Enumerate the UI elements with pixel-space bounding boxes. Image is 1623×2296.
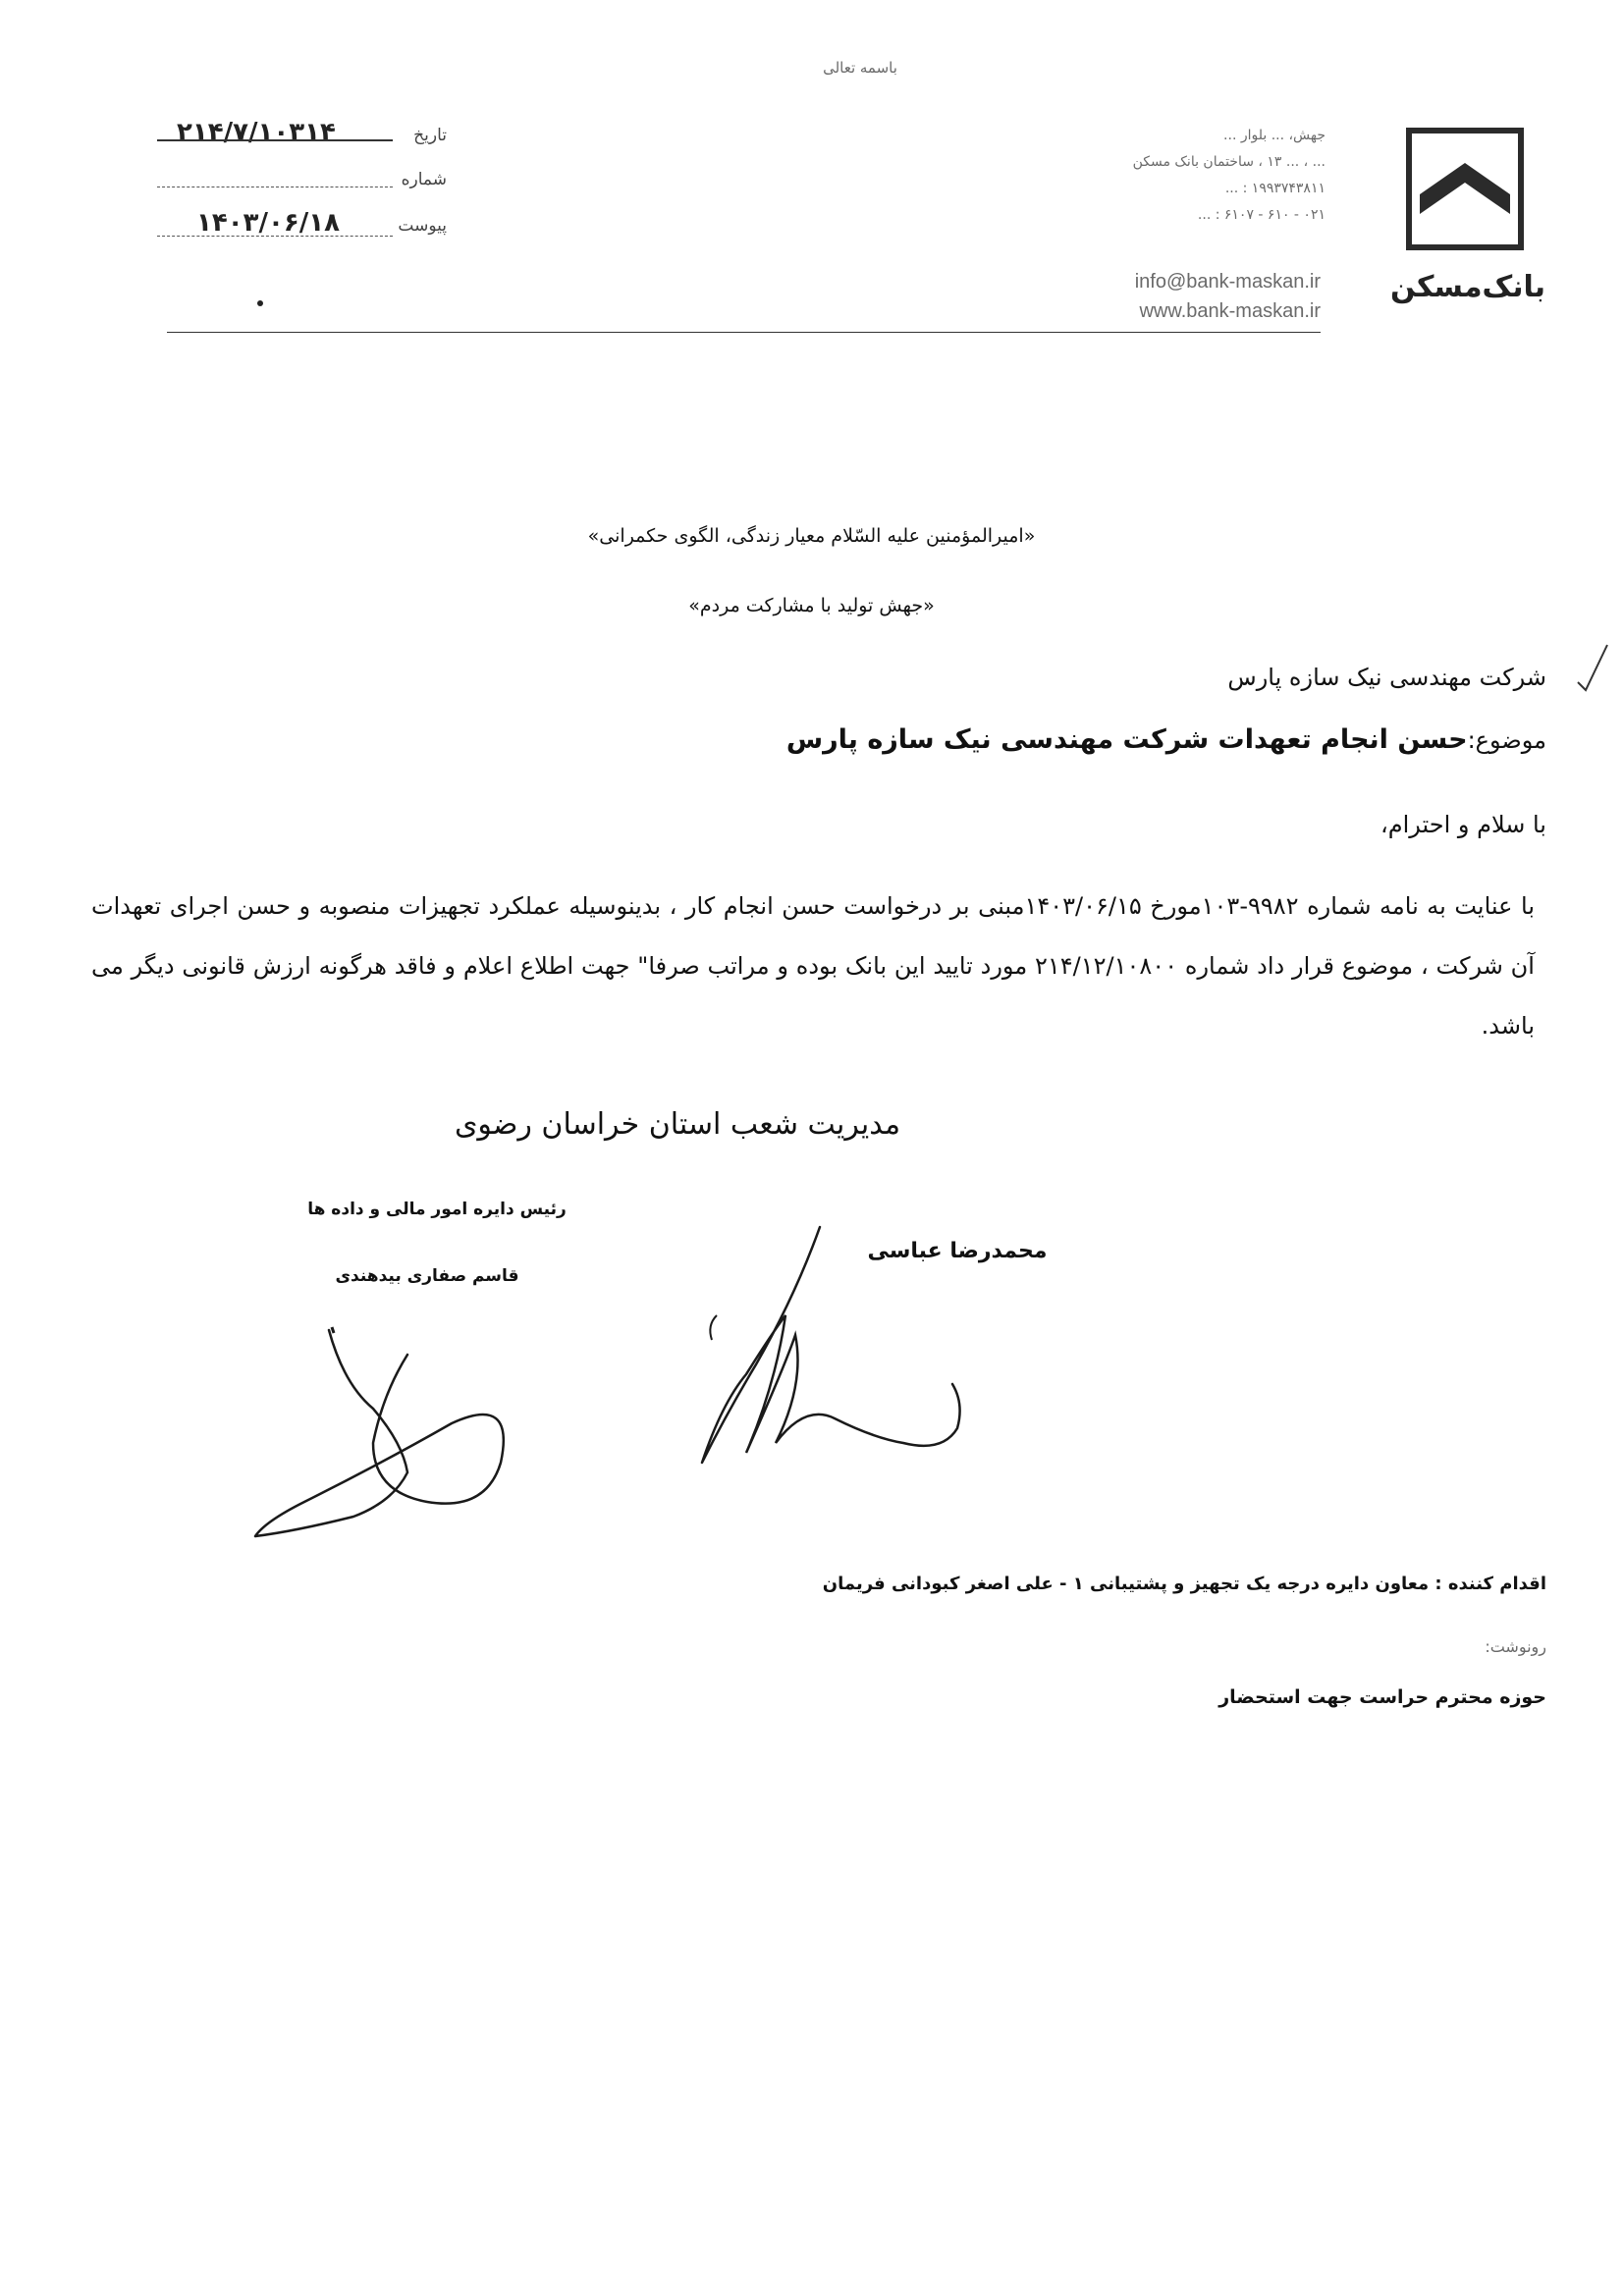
house-roof-icon <box>1412 133 1518 244</box>
subject-label: موضوع: <box>1467 726 1546 754</box>
office-name: مدیریت شعب استان خراسان رضوی <box>454 1107 901 1142</box>
cc-label: رونوشت: <box>1485 1637 1546 1656</box>
letter-body: با عنایت به نامه شماره ۹۹۸۲-۱۰۳مورخ ۱۴۰۳/۰۶/۱۵مبنی بر درخواست حسن انجام کار ، بدینوسیله عملکرد تجهیزات منصوبه و حسن اجرای تعهدات آن شرکت ، موضوع قرار داد شماره ۲۱۴/۱۲/۱۰۸۰۰ مورد تایید این بانک بوده و مراتب صرفا" جهت اطلاع اعلام و فاقد هرگونه ارزش قانونی دیگر می باشد. <box>91 892 1536 1040</box>
recipient: شرکت مهندسی نیک سازه پارس <box>1227 664 1546 691</box>
right-signature <box>687 1217 972 1482</box>
dot-mark <box>257 300 263 306</box>
action-by: اقدام کننده : معاون دایره درجه یک تجهیز و پشتیبانی ۱ - علی اصغر کبودانی فریمان <box>822 1574 1546 1594</box>
date-underline <box>157 139 393 141</box>
subject-line <box>466 724 1546 755</box>
left-signatory-name: قاسم صفاری بیدهندی <box>335 1266 519 1286</box>
header-fields <box>147 118 452 245</box>
fax-line: ... : ۶۱۰۷ - ۶۱۰ - ۰۲۱ <box>1197 207 1325 223</box>
left-signatory-title: رئیس دایره امور مالی و داده ها <box>307 1200 567 1219</box>
motto-line-1: «امیرالمؤمنین علیه السّلام معیار زندگی، الگوی حکمرانی» <box>587 525 1036 547</box>
date-label: تاریخ <box>413 126 447 145</box>
bank-logo <box>1406 128 1524 250</box>
date-value: ۲۱۴/۷/۱۰۳۱۴ <box>177 118 336 147</box>
motto-line-2: «جهش تولید با مشارکت مردم» <box>688 595 935 616</box>
bank-logo-text: بانک‌مسکن <box>1389 270 1546 304</box>
subject-text: حسن انجام تعهدات شرکت مهندسی نیک سازه پارس <box>785 724 1468 755</box>
checkmark-icon <box>1576 643 1609 692</box>
greeting: با سلام و احترام، <box>1380 811 1546 838</box>
contact-block <box>1070 267 1321 326</box>
address-line: ... ، ... ۱۳ ، ساختمان بانک مسکن <box>1132 154 1325 170</box>
email-text: info@bank-maskan.ir <box>1134 271 1321 293</box>
attachment-label: پیوست <box>398 216 447 236</box>
number-label: شماره <box>401 170 447 189</box>
attachment-value: ۱۴۰۳/۰۶/۱۸ <box>196 208 340 238</box>
right-signatory-name: محمدرضا عباسی <box>867 1239 1048 1263</box>
attachment-underline <box>157 236 393 237</box>
header-divider <box>167 332 1321 333</box>
phone-line: ... : ۱۹۹۳۷۴۳۸۱۱ <box>1224 181 1325 196</box>
website-text: www.bank-maskan.ir <box>1139 300 1321 322</box>
address-line: جهش، ... بلوار ... <box>1223 128 1325 143</box>
bank-address <box>972 123 1325 229</box>
cc-text: حوزه محترم حراست جهت استحضار <box>1218 1686 1546 1708</box>
top-caption: باسمه تعالی <box>823 59 897 77</box>
left-signature <box>236 1315 530 1551</box>
